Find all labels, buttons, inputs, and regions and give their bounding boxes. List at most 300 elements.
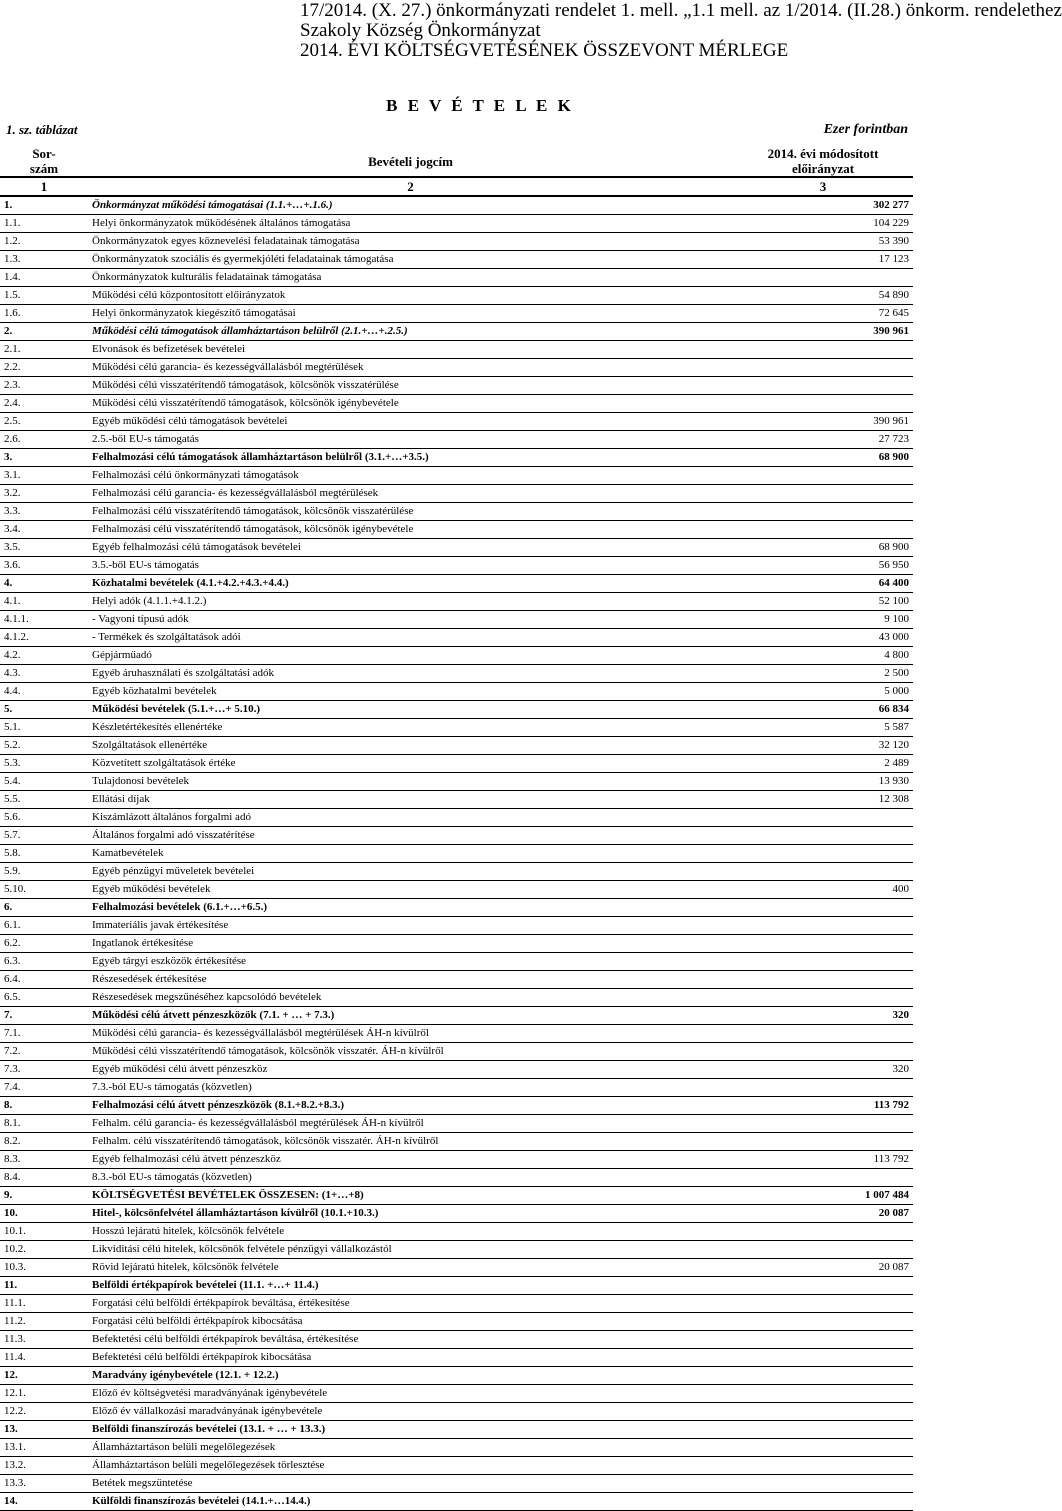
row-number: 11.1. [0,1295,88,1313]
col-header-title: Bevételi jogcím [88,146,733,177]
row-number: 4.4. [0,683,88,701]
table-row [0,1295,913,1313]
row-label: Belföldi finanszírozás bevételei (13.1. + … + 13.3.) [88,1421,733,1439]
row-value: 320 [733,1007,913,1025]
row-number: 5. [0,701,88,719]
table-row [0,1349,913,1367]
table-row [0,1223,913,1241]
row-label: Részesedések megszűnéséhez kapcsolódó bevételek [88,989,733,1007]
row-value: 390 961 [733,323,913,341]
row-number: 5.1. [0,719,88,737]
row-label: Helyi önkormányzatok kiegészítő támogatásai [88,305,733,323]
row-number: 1.2. [0,233,88,251]
row-label: Előző év vállalkozási maradványának igénybevétele [88,1403,733,1421]
row-number: 7. [0,1007,88,1025]
table-row [0,809,913,827]
row-value [733,467,913,485]
row-label: Egyéb felhalmozási célú támogatások bevételei [88,539,733,557]
row-label: Kamatbevételek [88,845,733,863]
table-row [0,1475,913,1493]
table-row [0,431,913,449]
row-number: 5.2. [0,737,88,755]
row-number: 10.3. [0,1259,88,1277]
row-label: Helyi adók (4.1.1.+4.1.2.) [88,593,733,611]
row-number: 2. [0,323,88,341]
table-row [0,791,913,809]
row-value: 52 100 [733,593,913,611]
row-label: Egyéb működési bevételek [88,881,733,899]
table-row [0,1061,913,1079]
row-label: Forgatási célú belföldi értékpapírok beváltása, értékesítése [88,1295,733,1313]
table-row [0,215,913,233]
row-label: Előző év költségvetési maradványának igénybevétele [88,1385,733,1403]
row-label: Befektetési célú belföldi értékpapírok kibocsátása [88,1349,733,1367]
row-number: 3.6. [0,557,88,575]
row-label: Működési bevételek (5.1.+…+ 5.10.) [88,701,733,719]
table-row [0,881,913,899]
row-number: 2.6. [0,431,88,449]
row-label: Kiszámlázott általános forgalmi adó [88,809,733,827]
row-number: 11.2. [0,1313,88,1331]
row-number: 2.1. [0,341,88,359]
row-label: Szolgáltatások ellenértéke [88,737,733,755]
row-label: Rövid lejáratú hitelek, kölcsönök felvétele [88,1259,733,1277]
row-value: 400 [733,881,913,899]
row-number: 12. [0,1367,88,1385]
row-number: 7.2. [0,1043,88,1061]
row-number: 11. [0,1277,88,1295]
row-label: Felhalmozási célú visszatérítendő támogatások, kölcsönök visszatérülése [88,503,733,521]
table-row [0,827,913,845]
row-value [733,1115,913,1133]
row-number: 4.1.1. [0,611,88,629]
row-value: 390 961 [733,413,913,431]
row-value: 302 277 [733,196,913,215]
table-label: 1. sz. táblázat [6,122,78,137]
row-number: 6.3. [0,953,88,971]
table-row [0,1007,913,1025]
row-label: Egyéb felhalmozási célú átvett pénzeszköz [88,1151,733,1169]
table-body [0,196,913,1511]
row-label: Felhalmozási célú támogatások államháztartáson belülről (3.1.+…+3.5.) [88,449,733,467]
row-value: 54 890 [733,287,913,305]
row-value: 113 792 [733,1151,913,1169]
row-label: Felhalmozási célú visszatérítendő támogatások, kölcsönök igénybevétele [88,521,733,539]
row-value [733,1403,913,1421]
row-value: 32 120 [733,737,913,755]
row-value [733,1367,913,1385]
row-number: 8.4. [0,1169,88,1187]
row-value [733,953,913,971]
table-row [0,1439,913,1457]
row-label: Egyéb áruhasználati és szolgáltatási adók [88,665,733,683]
table-row [0,863,913,881]
row-label: Egyéb tárgyi eszközök értékesítése [88,953,733,971]
row-label: Önkormányzatok kulturális feladatainak támogatása [88,269,733,287]
row-value [733,917,913,935]
row-number: 4.2. [0,647,88,665]
row-value: 5 000 [733,683,913,701]
row-number: 5.3. [0,755,88,773]
row-number: 5.4. [0,773,88,791]
row-value: 64 400 [733,575,913,593]
table-row [0,323,913,341]
row-number: 7.4. [0,1079,88,1097]
row-label: KÖLTSÉGVETÉSI BEVÉTELEK ÖSSZESEN: (1+…+8) [88,1187,733,1205]
header-line-1: 17/2014. (X. 27.) önkormányzati rendelet 1. mell. „1.1 mell. az 1/2014. (II.28.) önkorm. rendelethez [300,0,1062,21]
row-value: 2 500 [733,665,913,683]
row-label: Felhalmozási célú önkormányzati támogatások [88,467,733,485]
row-label: Általános forgalmi adó visszatérítése [88,827,733,845]
row-value [733,503,913,521]
row-value [733,1493,913,1511]
row-label: Felhalmozási célú átvett pénzeszközök (8.1.+8.2.+8.3.) [88,1097,733,1115]
row-number: 1.1. [0,215,88,233]
row-number: 1.5. [0,287,88,305]
row-number: 5.8. [0,845,88,863]
row-number: 10.1. [0,1223,88,1241]
row-number: 2.4. [0,395,88,413]
table-row [0,503,913,521]
row-number: 3.5. [0,539,88,557]
row-label: Egyéb működési célú átvett pénzeszköz [88,1061,733,1079]
row-value: 113 792 [733,1097,913,1115]
row-label: Önkormányzat működési támogatásai (1.1.+…+.1.6.) [88,196,733,215]
row-number: 3.1. [0,467,88,485]
row-label: Készletértékesítés ellenértéke [88,719,733,737]
row-value: 27 723 [733,431,913,449]
row-number: 4.1.2. [0,629,88,647]
row-label: Részesedések értékesítése [88,971,733,989]
row-label: Államháztartáson belüli megelőlegezések törlesztése [88,1457,733,1475]
row-number: 7.1. [0,1025,88,1043]
header-row [0,146,913,177]
header-line-3: 2014. ÉVI KÖLTSÉGVETÉSÉNEK ÖSSZEVONT MÉRLEGE [300,40,789,61]
row-number: 9. [0,1187,88,1205]
row-number: 1.3. [0,251,88,269]
row-number: 3.3. [0,503,88,521]
col-header-amount: 2014. évi módosított előirányzat [733,146,913,177]
row-number: 6.5. [0,989,88,1007]
table-row [0,1205,913,1223]
row-value [733,899,913,917]
row-value: 43 000 [733,629,913,647]
table-row [0,377,913,395]
table-row [0,196,913,215]
table-row [0,683,913,701]
table-row [0,935,913,953]
row-value [733,1475,913,1493]
table-row [0,1241,913,1259]
table-row [0,611,913,629]
row-value: 1 007 484 [733,1187,913,1205]
row-label: Hitel-, kölcsönfelvétel államháztartáson kívülről (10.1.+10.3.) [88,1205,733,1223]
table-row [0,719,913,737]
row-value [733,485,913,503]
header-line-2: Szakoly Község Önkormányzat [300,20,541,41]
row-label: Működési célú központosított előirányzatok [88,287,733,305]
row-label: Működési célú támogatások államháztartáson belülről (2.1.+…+.2.5.) [88,323,733,341]
row-value [733,1169,913,1187]
row-label: Felhalmozási bevételek (6.1.+…+6.5.) [88,899,733,917]
row-value [733,1421,913,1439]
row-value [733,1349,913,1367]
table-row [0,899,913,917]
row-label: 2.5.-ből EU-s támogatás [88,431,733,449]
table-row [0,287,913,305]
row-value [733,1241,913,1259]
row-value [733,845,913,863]
column-number-row [0,177,913,196]
table-row [0,233,913,251]
table-row [0,1403,913,1421]
table-row [0,1025,913,1043]
row-number: 2.5. [0,413,88,431]
row-number: 5.7. [0,827,88,845]
table-row [0,575,913,593]
row-number: 7.3. [0,1061,88,1079]
row-value [733,1457,913,1475]
row-value: 68 900 [733,449,913,467]
row-value: 56 950 [733,557,913,575]
row-number: 5.5. [0,791,88,809]
row-label: Működési célú átvett pénzeszközök (7.1. + … + 7.3.) [88,1007,733,1025]
row-label: Egyéb közhatalmi bevételek [88,683,733,701]
row-value [733,1385,913,1403]
row-value: 53 390 [733,233,913,251]
row-label: 8.3.-ból EU-s támogatás (közvetlen) [88,1169,733,1187]
row-label: 7.3.-ból EU-s támogatás (közvetlen) [88,1079,733,1097]
row-number: 2.3. [0,377,88,395]
table-row [0,449,913,467]
table-row [0,1133,913,1151]
table-row [0,1331,913,1349]
row-value [733,521,913,539]
table-row [0,1169,913,1187]
row-label: Betétek megszüntetése [88,1475,733,1493]
row-number: 4. [0,575,88,593]
row-label: Működési célú garancia- és kezességvállalásból megtérülések ÁH-n kívülről [88,1025,733,1043]
table-row [0,1277,913,1295]
table-row [0,1097,913,1115]
row-value: 9 100 [733,611,913,629]
row-number: 5.9. [0,863,88,881]
row-number: 2.2. [0,359,88,377]
col-index-1: 1 [0,177,88,196]
table-row [0,845,913,863]
table-row [0,701,913,719]
table-row [0,665,913,683]
row-label: Felhalm. célú garancia- és kezességvállalásból megtérülések ÁH-n kívülről [88,1115,733,1133]
row-number: 12.1. [0,1385,88,1403]
row-label: Hosszú lejáratú hitelek, kölcsönök felvétele [88,1223,733,1241]
row-value: 2 489 [733,755,913,773]
table-row [0,305,913,323]
row-label: Önkormányzatok szociális és gyermekjóléti feladatainak támogatása [88,251,733,269]
table-row [0,773,913,791]
row-label: Egyéb működési célú támogatások bevételei [88,413,733,431]
row-value: 20 087 [733,1259,913,1277]
row-number: 13. [0,1421,88,1439]
row-value: 5 587 [733,719,913,737]
row-number: 4.1. [0,593,88,611]
table-row [0,1313,913,1331]
row-label: Elvonások és befizetések bevételei [88,341,733,359]
table-row [0,269,913,287]
row-label: Befektetési célú belföldi értékpapírok beváltása, értékesítése [88,1331,733,1349]
row-label: Működési célú garancia- és kezességvállalásból megtérülések [88,359,733,377]
row-value [733,1439,913,1457]
table-row [0,1457,913,1475]
row-value [733,863,913,881]
row-number: 8.3. [0,1151,88,1169]
row-value [733,1295,913,1313]
table-row [0,341,913,359]
row-number: 6.2. [0,935,88,953]
row-number: 8.1. [0,1115,88,1133]
row-value [733,935,913,953]
table-row [0,1079,913,1097]
table-row [0,467,913,485]
row-label: Helyi önkormányzatok működésének általános támogatása [88,215,733,233]
table-row [0,485,913,503]
col-index-2: 2 [88,177,733,196]
row-label: Likviditási célú hitelek, kölcsönök felvétele pénzügyi vállalkozástól [88,1241,733,1259]
row-value [733,1025,913,1043]
table-row [0,971,913,989]
table-row [0,1151,913,1169]
table-row [0,1259,913,1277]
row-number: 3.2. [0,485,88,503]
col-header-number: Sor- szám [0,146,88,177]
table-row [0,521,913,539]
row-value [733,1043,913,1061]
table-row [0,539,913,557]
row-label: Működési célú visszatérítendő támogatások, kölcsönök visszatérülése [88,377,733,395]
row-value: 12 308 [733,791,913,809]
row-number: 8. [0,1097,88,1115]
row-label: Ellátási díjak [88,791,733,809]
row-value [733,1313,913,1331]
row-value [733,989,913,1007]
row-label: Felhalm. célú visszatérítendő támogatások, kölcsönök visszatér. ÁH-n kívülről [88,1133,733,1151]
table-row [0,1367,913,1385]
row-value: 4 800 [733,647,913,665]
row-number: 5.10. [0,881,88,899]
table-row [0,647,913,665]
row-value [733,809,913,827]
row-label: Tulajdonosi bevételek [88,773,733,791]
row-label: Államháztartáson belüli megelőlegezések [88,1439,733,1457]
row-number: 12.2. [0,1403,88,1421]
row-value: 72 645 [733,305,913,323]
table-row [0,1421,913,1439]
row-label: Immateriális javak értékesítése [88,917,733,935]
row-label: Külföldi finanszírozás bevételei (14.1.+…14.4.) [88,1493,733,1511]
row-number: 13.1. [0,1439,88,1457]
unit-label: Ezer forintban [823,122,908,137]
row-number: 11.4. [0,1349,88,1367]
row-label: Forgatási célú belföldi értékpapírok kibocsátása [88,1313,733,1331]
row-label: Közvetített szolgáltatások értéke [88,755,733,773]
row-number: 5.6. [0,809,88,827]
row-label: Önkormányzatok egyes köznevelési feladatainak támogatása [88,233,733,251]
section-title: B E V É T E L E K [386,96,574,115]
row-number: 4.3. [0,665,88,683]
row-number: 13.3. [0,1475,88,1493]
row-value [733,359,913,377]
row-value [733,1223,913,1241]
row-number: 14. [0,1493,88,1511]
table-row [0,1115,913,1133]
row-number: 3.4. [0,521,88,539]
row-number: 1.6. [0,305,88,323]
row-label: Belföldi értékpapírok bevételei (11.1. +…+ 11.4.) [88,1277,733,1295]
row-number: 6.4. [0,971,88,989]
table-row [0,251,913,269]
row-label: Ingatlanok értékesítése [88,935,733,953]
row-value [733,1133,913,1151]
table-row [0,395,913,413]
row-label: - Termékek és szolgáltatások adói [88,629,733,647]
row-label: Közhatalmi bevételek (4.1.+4.2.+4.3.+4.4.) [88,575,733,593]
row-value [733,341,913,359]
row-value: 104 229 [733,215,913,233]
col-index-3: 3 [733,177,913,196]
row-value [733,269,913,287]
table-row [0,1187,913,1205]
table-row [0,359,913,377]
row-number: 8.2. [0,1133,88,1151]
table-row [0,755,913,773]
row-value: 20 087 [733,1205,913,1223]
table-row [0,593,913,611]
table-row [0,1493,913,1511]
table-row [0,557,913,575]
table-row [0,1043,913,1061]
row-value [733,827,913,845]
row-value: 68 900 [733,539,913,557]
row-number: 3. [0,449,88,467]
row-label: 3.5.-ből EU-s támogatás [88,557,733,575]
row-value [733,1079,913,1097]
row-value [733,1331,913,1349]
row-value [733,971,913,989]
table-row [0,629,913,647]
row-value [733,395,913,413]
row-number: 6.1. [0,917,88,935]
row-value: 13 930 [733,773,913,791]
row-label: Maradvány igénybevétele (12.1. + 12.2.) [88,1367,733,1385]
row-value: 320 [733,1061,913,1079]
table-row [0,953,913,971]
row-number: 11.3. [0,1331,88,1349]
table-row [0,1385,913,1403]
row-value [733,377,913,395]
row-label: Felhalmozási célú garancia- és kezességvállalásból megtérülések [88,485,733,503]
table-row [0,917,913,935]
row-number: 1. [0,196,88,215]
table-row [0,413,913,431]
row-label: - Vagyoni típusú adók [88,611,733,629]
row-value: 66 834 [733,701,913,719]
row-number: 6. [0,899,88,917]
row-label: Gépjárműadó [88,647,733,665]
budget-table [0,146,913,1511]
row-label: Működési célú visszatérítendő támogatások, kölcsönök visszatér. ÁH-n kívülről [88,1043,733,1061]
row-number: 13.2. [0,1457,88,1475]
row-value [733,1277,913,1295]
